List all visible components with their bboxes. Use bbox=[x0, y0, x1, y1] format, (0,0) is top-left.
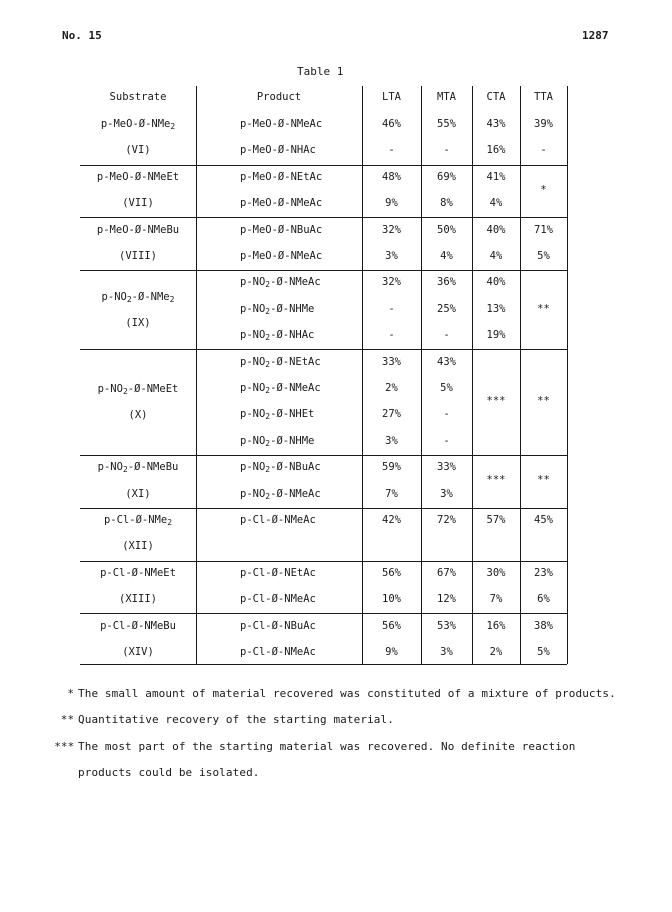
cell-mta: - bbox=[443, 434, 450, 447]
cell-cta: 40% bbox=[486, 276, 506, 289]
cell-mta: - bbox=[443, 144, 450, 157]
cell-lta: 56% bbox=[382, 566, 401, 579]
substrate-formula: p-MeO-Ø-NMe$_2$ bbox=[100, 118, 176, 131]
cell-tta: 45% bbox=[534, 514, 553, 526]
cell-mta: - bbox=[443, 329, 450, 342]
cta-footnote-mark: *** bbox=[486, 474, 506, 487]
cell-mta: 3% bbox=[440, 487, 453, 500]
cell-cta: 16% bbox=[486, 144, 506, 157]
tta-footnote-mark: ** bbox=[537, 474, 550, 487]
product-formula: $p-NO_2-Ø$-NEtAc bbox=[240, 355, 321, 369]
product-formula: p-MeO-Ø-NEtAc bbox=[240, 170, 323, 183]
cell-tta: - bbox=[540, 144, 547, 157]
product-formula: p-MeO-Ø-NBuAc bbox=[240, 223, 323, 236]
group-divider bbox=[80, 455, 567, 456]
cell-lta: - bbox=[388, 329, 395, 342]
substrate-label: (VI) bbox=[125, 144, 151, 157]
column-rule bbox=[520, 86, 521, 664]
substrate-label: (XI) bbox=[125, 487, 151, 500]
tta-footnote-mark: * bbox=[540, 184, 547, 196]
cell-tta: 23% bbox=[534, 566, 553, 579]
cell-mta: 33% bbox=[437, 461, 456, 474]
cell-cta: 30% bbox=[486, 566, 506, 579]
footnote-mark: * bbox=[67, 687, 75, 700]
product-formula: p-MeO-Ø-NMeAc bbox=[240, 118, 323, 130]
header-mta: MTA bbox=[437, 91, 456, 103]
cell-mta: 5% bbox=[440, 382, 453, 394]
footnote-text: products could be isolated. bbox=[78, 766, 260, 779]
cell-lta: 9% bbox=[385, 197, 398, 210]
cell-tta: 39% bbox=[534, 118, 553, 130]
header-cta: CTA bbox=[486, 91, 506, 103]
group-divider bbox=[80, 217, 567, 218]
cell-lta: 42% bbox=[382, 514, 401, 526]
product-formula: p-Cl-Ø-NMeAc bbox=[240, 593, 316, 606]
cell-mta: 12% bbox=[437, 593, 456, 606]
product-formula: p-Cl-Ø-NMeAc bbox=[240, 514, 316, 526]
tta-footnote-mark: ** bbox=[537, 395, 550, 408]
substrate-formula: $p-NO_2-Ø$-NMeEt bbox=[97, 383, 179, 397]
cell-cta: 19% bbox=[486, 329, 506, 342]
cell-cta: 7% bbox=[489, 593, 503, 606]
cell-lta: 27% bbox=[382, 408, 401, 421]
cell-cta: 41% bbox=[486, 170, 506, 183]
product-formula: $p-NO_2-Ø$-NHAc bbox=[240, 329, 315, 343]
header-lta: LTA bbox=[382, 91, 401, 103]
cell-lta: 3% bbox=[385, 250, 398, 262]
cell-mta: 72% bbox=[437, 514, 456, 526]
footnote-mark: *** bbox=[54, 740, 75, 753]
header-substrate: Substrate bbox=[109, 91, 167, 103]
footnote-text: The small amount of material recovered was constituted of a mixture of products. bbox=[78, 687, 616, 700]
footnote-text: Quantitative recovery of the starting material. bbox=[78, 713, 394, 726]
cell-cta: 57% bbox=[486, 514, 506, 526]
cell-cta: 16% bbox=[486, 619, 506, 632]
substrate-formula: p-MeO-Ø-NMeBu bbox=[96, 223, 180, 236]
column-rule bbox=[196, 86, 197, 664]
cell-tta: 5% bbox=[537, 250, 550, 262]
product-formula: $p-NO_2-Ø$-NBuAc bbox=[240, 461, 321, 475]
cell-mta: 8% bbox=[440, 197, 453, 210]
substrate-formula: p-Cl-Ø-NMe$_2$ bbox=[103, 514, 173, 527]
cell-lta: 46% bbox=[382, 118, 401, 130]
footnote-mark: ** bbox=[60, 713, 75, 726]
group-divider bbox=[80, 165, 567, 166]
cell-lta: - bbox=[388, 302, 395, 315]
column-rule bbox=[421, 86, 422, 664]
cell-lta: 10% bbox=[382, 593, 401, 606]
table-title: Table 1 bbox=[297, 65, 344, 78]
cell-tta: 71% bbox=[534, 223, 553, 236]
table-bottom-rule bbox=[80, 664, 567, 665]
cell-lta: 59% bbox=[382, 461, 401, 474]
substrate-label: (XIII) bbox=[119, 593, 157, 606]
cell-mta: 36% bbox=[437, 276, 456, 289]
cell-lta: 2% bbox=[385, 382, 398, 394]
cell-lta: 32% bbox=[382, 276, 401, 289]
cell-tta: 5% bbox=[537, 646, 550, 658]
group-divider bbox=[80, 561, 567, 562]
cell-mta: 55% bbox=[437, 118, 456, 130]
substrate-formula: $p-NO_2-Ø-NMe_2$ bbox=[101, 290, 175, 304]
cell-lta: 56% bbox=[382, 619, 401, 632]
product-formula: $p-NO_2-Ø$-NMeAc bbox=[240, 382, 321, 395]
product-formula: p-Cl-Ø-NMeAc bbox=[240, 646, 316, 658]
footnote-text: The most part of the starting material was recovered. No definite reaction bbox=[78, 740, 576, 753]
product-formula: $p-NO_2-Ø$-NHMe bbox=[240, 434, 315, 448]
cell-cta: 40% bbox=[486, 223, 506, 236]
substrate-formula: p-Cl-Ø-NMeEt bbox=[100, 566, 176, 579]
substrate-label: (VIII) bbox=[119, 250, 157, 262]
substrate-label: (IX) bbox=[125, 316, 151, 329]
product-formula: $p-NO_2-Ø$-NMeAc bbox=[240, 487, 321, 501]
product-formula: p-MeO-Ø-NHAc bbox=[240, 144, 316, 157]
cell-cta: 13% bbox=[486, 302, 506, 315]
cell-mta: 50% bbox=[437, 223, 456, 236]
cell-mta: 25% bbox=[437, 302, 456, 315]
cell-mta: 67% bbox=[437, 566, 456, 579]
substrate-label: (VII) bbox=[122, 197, 154, 210]
cell-mta: 3% bbox=[440, 646, 453, 658]
substrate-formula: p-Cl-Ø-NMeBu bbox=[100, 619, 176, 632]
group-divider bbox=[80, 613, 567, 614]
product-formula: p-MeO-Ø-NMeAc bbox=[240, 197, 323, 210]
product-formula: p-Cl-Ø-NEtAc bbox=[240, 566, 316, 579]
cell-tta: 38% bbox=[534, 619, 553, 632]
product-formula: $p-NO_2-Ø$-NHEt bbox=[240, 408, 315, 422]
column-rule bbox=[472, 86, 473, 664]
cell-lta: 32% bbox=[382, 223, 401, 236]
cell-cta: 4% bbox=[489, 197, 503, 210]
cell-lta: 33% bbox=[382, 355, 401, 368]
product-formula: p-Cl-Ø-NBuAc bbox=[240, 619, 316, 632]
cell-mta: 43% bbox=[437, 355, 456, 368]
cell-lta: 9% bbox=[385, 646, 398, 658]
cell-mta: 4% bbox=[440, 250, 453, 262]
cell-lta: - bbox=[388, 144, 395, 157]
substrate-label: (XIV) bbox=[122, 646, 154, 658]
cell-cta: 2% bbox=[489, 646, 503, 658]
cell-mta: 69% bbox=[437, 170, 456, 183]
page-number: 1287 bbox=[582, 29, 609, 42]
cell-lta: 48% bbox=[382, 170, 401, 183]
header-product: Product bbox=[256, 91, 302, 103]
cell-tta: 6% bbox=[537, 593, 550, 606]
cell-cta: 4% bbox=[489, 250, 503, 262]
cell-mta: - bbox=[443, 408, 450, 421]
cell-lta: 7% bbox=[385, 487, 398, 500]
journal-issue: No. 15 bbox=[62, 29, 102, 42]
substrate-formula: p-MeO-Ø-NMeEt bbox=[96, 170, 180, 183]
substrate-label: (XII) bbox=[122, 540, 154, 553]
group-divider bbox=[80, 270, 567, 271]
cell-mta: 53% bbox=[437, 619, 456, 632]
group-divider bbox=[80, 349, 567, 350]
substrate-label: (X) bbox=[128, 409, 148, 422]
substrate-formula: $p-NO_2-Ø$-NMeBu bbox=[97, 461, 179, 475]
cta-footnote-mark: *** bbox=[486, 395, 506, 408]
cell-lta: 3% bbox=[385, 434, 398, 447]
product-formula: p-MeO-Ø-NMeAc bbox=[240, 250, 323, 262]
cell-cta: 43% bbox=[486, 118, 506, 130]
tta-footnote-mark: ** bbox=[537, 302, 550, 315]
header-tta: TTA bbox=[534, 91, 553, 103]
product-formula: $p-NO_2-Ø$-NMeAc bbox=[240, 276, 321, 290]
column-rule bbox=[567, 86, 568, 664]
group-divider bbox=[80, 508, 567, 509]
column-rule bbox=[362, 86, 363, 664]
product-formula: $p-NO_2-Ø$-NHMe bbox=[240, 302, 315, 316]
